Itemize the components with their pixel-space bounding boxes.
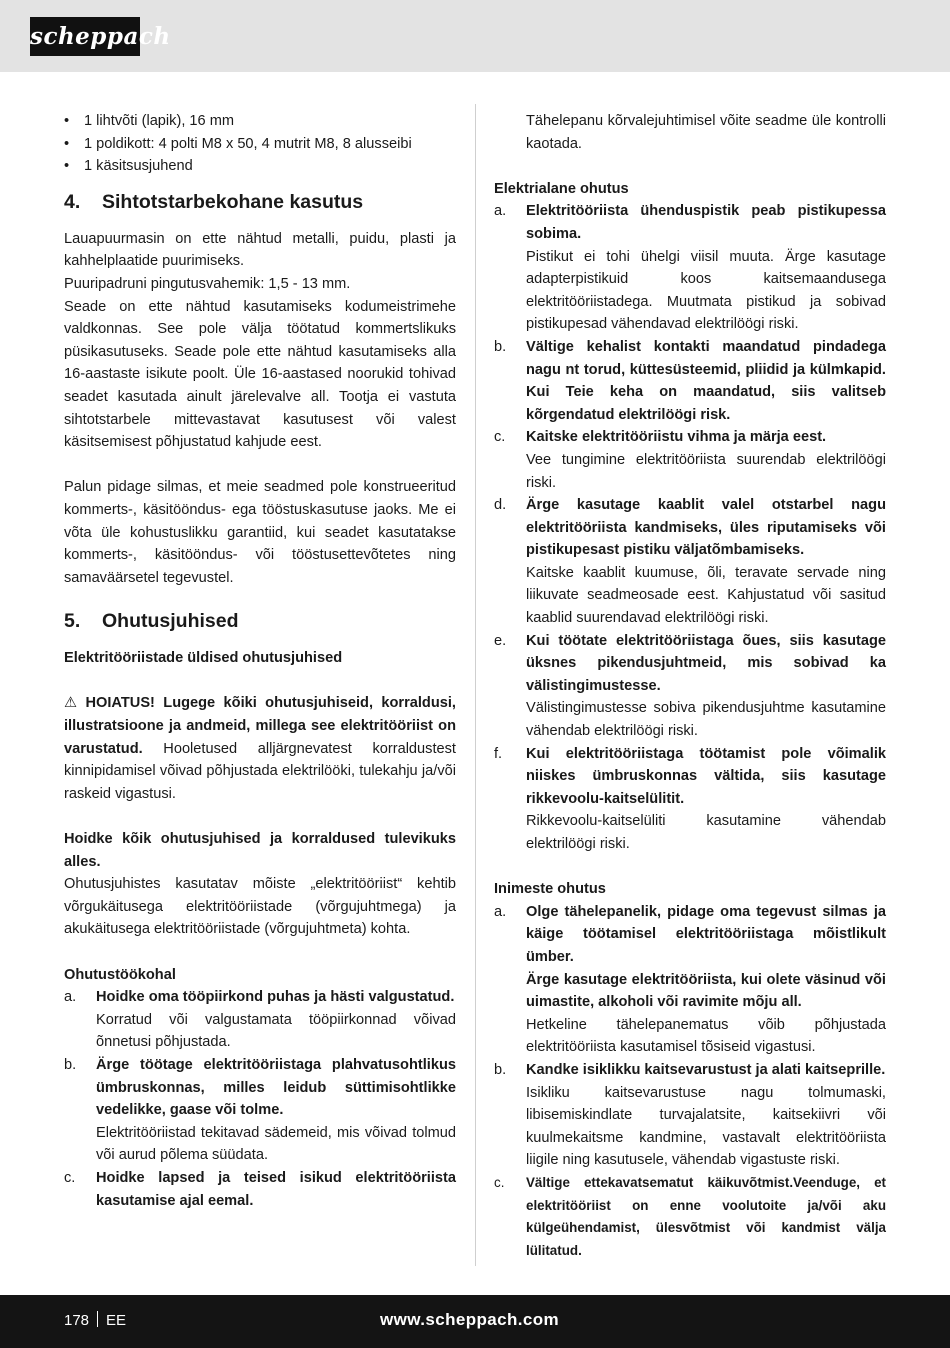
item-bold: Ärge kasutage elektritööriista, kui olete väsinud või uimastite, alkoholi või ravimite mõju all.: [526, 971, 886, 1011]
item-bold: Kui töötate elektritööriistaga õues, siis kasutage üksnes pikendusjuhtmeid, mis sobivad ka välistingimustesse.: [526, 632, 886, 694]
section-title: Ohutusjuhised: [102, 610, 239, 633]
page-number-value: 178: [64, 1312, 90, 1329]
section-title: Sihtotstarbekohane kasutus: [102, 190, 364, 213]
item-text: Tähelepanu kõrvalejuhtimisel võite seadme üle kontrolli kaotada.: [526, 113, 886, 152]
paragraph: Lauapuurmasin on ette nähtud metalli, puidu, plasti ja kahhelplaatide puurimiseks.: [64, 230, 456, 270]
list-item: [64, 986, 456, 1054]
item-bold: Ärge kasutage kaablit valel otstarbel nagu elektritööriista kandmiseks, üles riputamiseks või pistikupesast pistiku väljatõmbamiseks.: [526, 497, 886, 559]
list-item: [494, 426, 886, 494]
item-text: Kaitske kaablit kuumuse, õli, teravate servade ning liikuvate seadmeosade eest. Kahjustatud või sasitud kaablid suurendavad elektrilöögi riski.: [526, 564, 886, 627]
item-label: c.: [494, 1174, 505, 1190]
list-item: [494, 1059, 886, 1172]
list-item: • 1 poldikott: 4 polti M8 x 50, 4 mutrit M8, 8 alusseibi: [64, 133, 456, 156]
item-text: Isikliku kaitsevarustuse nagu tolmumaski, libisemiskindlate turvajalatsite, kaitsekiivri või kuulmekaitsme kandmine, vastavalt elektritööriista liigile ning kasutusele, vähendab vigastuste riski.: [526, 1084, 886, 1169]
item-label: b.: [494, 338, 507, 355]
column-divider: [475, 104, 476, 1266]
brand-logo: scheppach: [30, 17, 140, 56]
list-item: [494, 110, 886, 155]
item-text: Pistikut ei tohi ühelgi viisil muuta. Ärge kasutage adapterpistikuid koos kaitsemaandusega elektritööriistadega. Muutmata pistikud ja sobivad pistikupesad vähendavad elektrilöögi riski.: [526, 248, 886, 333]
left-column: [64, 110, 456, 1212]
item-bold: Olge tähelepanelik, pidage oma tegevust silmas ja käige töötamisel elektritööriistaga mõistlikult ümber.: [526, 903, 886, 965]
item-bold: Hoidke oma tööpiirkond puhas ja hästi valgustatud.: [96, 989, 455, 1006]
paragraph: Ohutusjuhistes kasutatav mõiste „elektritööriist“ kehtib võrgukäitusega elektritööriistade (võrgujuhtmega) ja akukäitusega elektritööriistade (võrgujuhtmeta) kohta.: [64, 876, 456, 938]
item-label: b.: [494, 1061, 507, 1078]
subheading: Elektrialane ohutus: [494, 180, 629, 197]
item-bold: Kandke isiklikku kaitsevarustust ja alati kaitseprille.: [526, 1061, 886, 1078]
item-label: e.: [494, 632, 507, 649]
list-item: [494, 743, 886, 856]
item-bold: Ärge töötage elektritööriistaga plahvatusohtlikus ümbruskonnas, milles leidub süttimisohtlikke vedelikke, gaase või tolme.: [96, 1056, 456, 1119]
paragraph: Puuripadruni pingutusvahemik: 1,5 - 13 mm.: [64, 275, 351, 292]
item-label: d.: [494, 497, 507, 514]
item-bold: Elektritööriista ühenduspistik peab pistikupessa sobima.: [526, 203, 886, 242]
subheading: Ohutustöökohal: [64, 966, 176, 983]
item-bold: Vältige kehalist kontakti maandatud pindadega nagu nt torud, küttesüsteemid, pliidid ja külmkapid. Kui Teie keha on maandatud, siis valitseb kõrgendatud elektrilöögi risk.: [526, 338, 886, 423]
separator: [97, 1311, 98, 1327]
item-label: c.: [64, 1169, 76, 1186]
item-label: a.: [494, 203, 507, 220]
item-label: a.: [64, 989, 77, 1006]
item-bold: Vältige ettekavatsematut käikuvõtmist.Veenduge, et elektritööriist on enne voolutoite ja/või aku külgeühendamist, ülesvõtmist või kandmist välja lülitatud.: [526, 1174, 886, 1258]
item-text: Hetkeline tähelepanematus võib põhjustada elektritööriista kasutamisel tõsiseid vigastusi.: [526, 1016, 886, 1056]
list-item: • 1 käsitsusjuhend: [64, 155, 456, 178]
list-item: [494, 200, 886, 336]
item-label: a.: [494, 903, 507, 920]
list-item: [64, 1167, 456, 1212]
paragraph: Palun pidage silmas, et meie seadmed pole konstrueeritud kommerts-, käsitööndus- ega tööstuskasutuse jaoks. Me ei võta üle kohustuslikku garantiid, kui seadet kasutatakse kommerts-, käsitööndus- või tööstusettevõtetes ning samaväärsetel tegevustel.: [64, 479, 456, 586]
section-heading-5: [64, 607, 456, 635]
item-bold: Hoidke lapsed ja teised isikud elektritööriista kasutamise ajal eemal.: [96, 1169, 456, 1209]
item-text: Välistingimustesse sobiva pikendusjuhtme kasutamine vähendab elektrilöögi riski.: [526, 700, 886, 740]
warning-icon: ⚠: [64, 695, 78, 712]
header-bar: [0, 0, 950, 72]
item-label: c.: [494, 429, 506, 446]
item-text: Rikkevoolu-kaitselüliti kasutamine vähendab elektrilöögi riski.: [526, 813, 886, 852]
item-text: Vee tungimine elektritööriista suurendab elektrilöögi riski.: [526, 451, 886, 491]
section-number: 5.: [64, 610, 81, 633]
page-number: [64, 1309, 126, 1333]
list-item: [494, 630, 886, 743]
accessory-list: [64, 110, 456, 178]
warning-bold: HOIATUS! Lugege kõiki ohutusjuhiseid, korraldusi, illustratsioone ja andmeid, millega see elektritööriist on varustatud.: [64, 695, 456, 757]
list-item: [494, 494, 886, 630]
subheading: Inimeste ohutus: [494, 881, 606, 898]
language-code: EE: [106, 1312, 127, 1329]
item-bold: Kui elektritööriistaga töötamist pole võimalik niiskes ümbruskonnas vältida, siis kasutage rikkevoolu-kaitselülitit.: [526, 745, 886, 807]
keep-instructions: Hoidke kõik ohutusjuhised ja korraldused tulevikuks alles.: [64, 831, 456, 870]
warning-text: Hooletused alljärgnevatest korraldustest kinnipidamisel võivad põhjustada elektrilööki, tulekahju ja/või raskeid vigastusi.: [64, 740, 456, 802]
item-label: f.: [494, 745, 503, 762]
section-number: 4.: [64, 190, 81, 213]
website-url: www.scheppach.com: [380, 1310, 560, 1329]
list-item: [64, 1054, 456, 1167]
list-item: [494, 901, 886, 1059]
list-item: [494, 336, 886, 426]
list-item: • 1 lihtvõti (lapik), 16 mm: [64, 110, 456, 133]
item-text: Korratud või valgustamata tööpiirkonnad võivad õnnetusi põhjustada.: [96, 1011, 456, 1051]
item-label: b.: [64, 1056, 77, 1073]
item-text: Elektritööriistad tekitavad sädemeid, mis võivad tolmud või aurud põlema süüdata.: [96, 1124, 456, 1164]
warning-paragraph: [64, 692, 456, 805]
list-item: [494, 1172, 886, 1262]
footer-bar: [0, 1295, 950, 1348]
right-column: [494, 110, 886, 1262]
subheading: Elektritööriistade üldised ohutusjuhised: [64, 650, 343, 667]
section-heading-4: [64, 188, 456, 216]
item-bold: Kaitske elektritööriistu vihma ja märja eest.: [526, 429, 827, 446]
paragraph: Seade on ette nähtud kasutamiseks kodumeistrimehe valdkonnas. See pole välja töötatud kommertslikuks püsikasutuseks. Seade pole ette nähtud kasutamiseks alla 16-aastaste isikute poolt. Üle 16-aastased noorukid tohivad seadet kasutada ainult järelevalve all. Tootja ei vastuta sihtotstarbele mittevastavat kasutusest või valest käsitsemisest põhjustatud kahjude eest.: [64, 298, 456, 451]
